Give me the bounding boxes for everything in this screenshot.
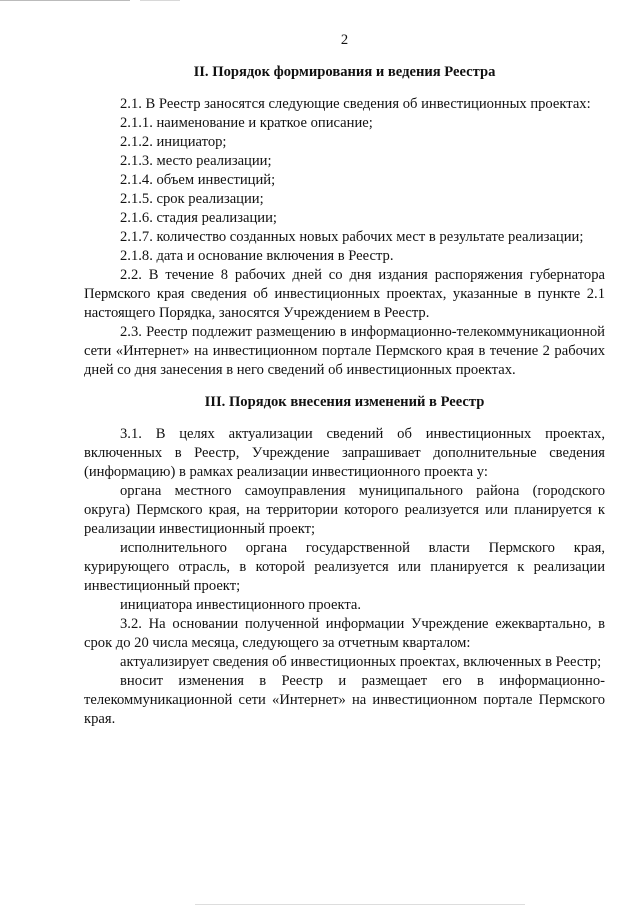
list-item: 2.1.4. объем инвестиций; bbox=[120, 172, 276, 188]
paragraph: актуализирует сведения об инвестиционных проектах, включенных в Реестр; bbox=[120, 654, 602, 670]
page-number: 2 bbox=[340, 32, 349, 48]
paragraph-2-3: 2.3. Реестр подлежит размещению в информационно-телекоммуникационной сети «Интернет» на инвестиционном портале Пермского края в течение 2 рабочих дней со дня занесения в него сведений об инвестиционных проектах. bbox=[84, 324, 605, 378]
section-3-heading: III. Порядок внесения изменений в Реестр bbox=[204, 394, 485, 410]
paragraph-3-2: 3.2. На основании полученной информации Учреждение ежеквартально, в срок до 20 числа месяца, следующего за отчетным кварталом: bbox=[84, 616, 605, 651]
paragraph-2-1: 2.1. В Реестр заносятся следующие сведения об инвестиционных проектах: bbox=[120, 96, 591, 112]
paragraph: вносит изменения в Реестр и размещает его в информационно-телекоммуникационной сети «Интернет» на инвестиционном портале Пермского края. bbox=[84, 673, 605, 727]
list-item: 2.1.1. наименование и краткое описание; bbox=[120, 115, 373, 131]
paragraph-3-1: 3.1. В целях актуализации сведений об инвестиционных проектах, включенных в Реестр, Учреждение запрашивает дополнительные сведения (информацию) в рамках реализации инвестиционного проекта у: bbox=[84, 426, 605, 480]
list-item: 2.1.5. срок реализации; bbox=[120, 191, 264, 207]
list-item: 2.1.8. дата и основание включения в Реестр. bbox=[120, 248, 394, 264]
list-item: 2.1.3. место реализации; bbox=[120, 153, 272, 169]
scan-edge-line bbox=[0, 0, 130, 1]
list-item: 2.1.2. инициатор; bbox=[120, 134, 227, 150]
list-item: 2.1.7. количество созданных новых рабочих мест в результате реализации; bbox=[120, 229, 584, 245]
paragraph: органа местного самоуправления муниципального района (городского округа) Пермского края, на территории которого реализуется или планируется к реализации инвестиционный проект; bbox=[84, 483, 605, 537]
paragraph-2-2: 2.2. В течение 8 рабочих дней со дня издания распоряжения губернатора Пермского края сведения об инвестиционных проектах, указанные в пункте 2.1 настоящего Порядка, заносятся Учреждением в Реестр. bbox=[84, 267, 605, 321]
list-item: 2.1.6. стадия реализации; bbox=[120, 210, 277, 226]
paragraph: инициатора инвестиционного проекта. bbox=[120, 597, 362, 613]
section-2-heading: II. Порядок формирования и ведения Реестра bbox=[193, 64, 496, 80]
scan-edge-line bbox=[140, 0, 180, 1]
document-body bbox=[84, 31, 605, 729]
paragraph: исполнительного органа государственной власти Пермского края, курирующего отрасль, в которой реализуется или планируется к реализации инвестиционный проект; bbox=[84, 540, 605, 594]
